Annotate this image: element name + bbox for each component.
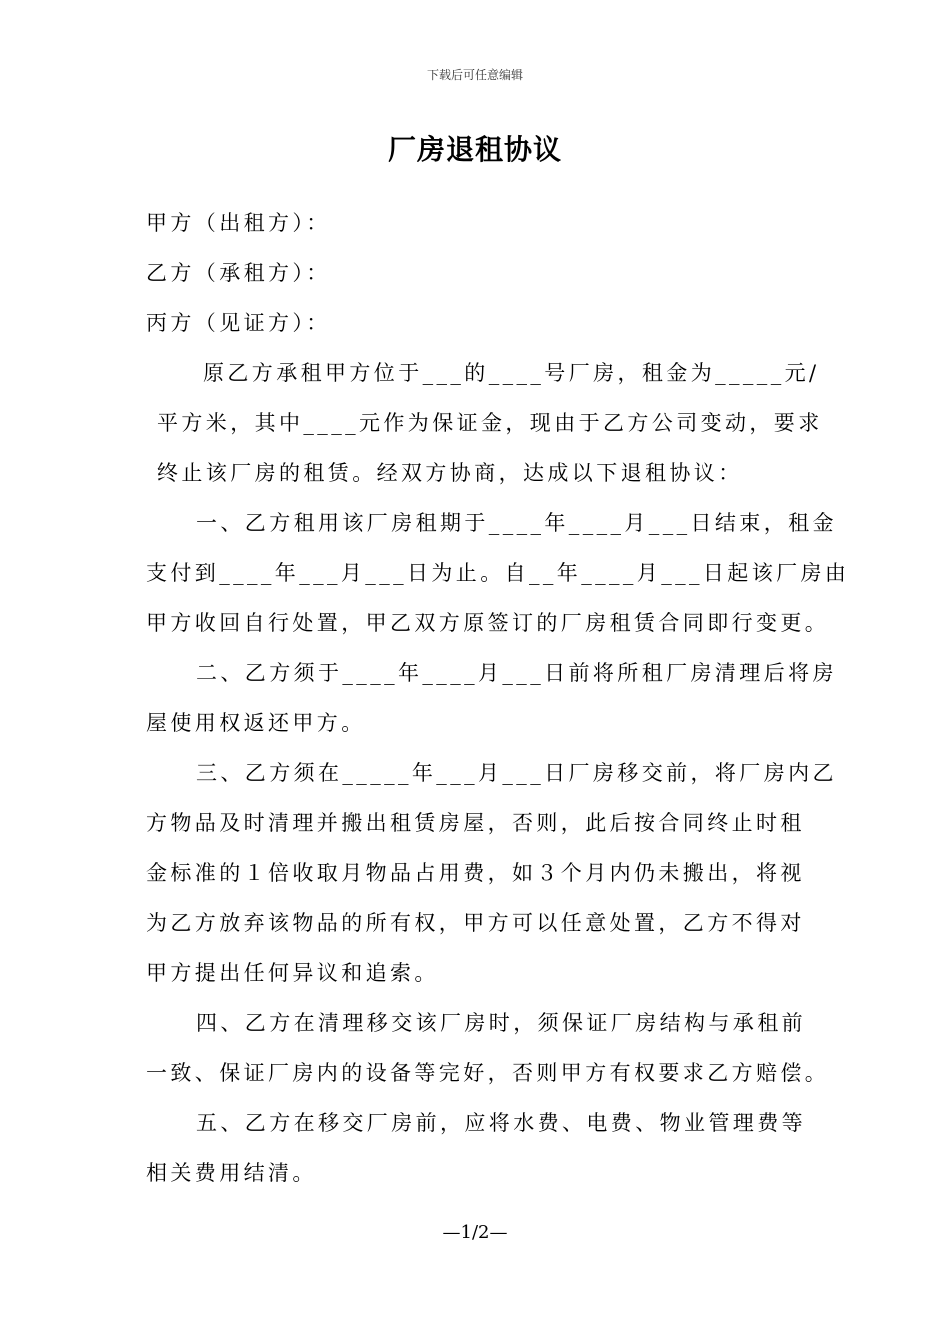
header-note: 下载后可任意编辑 [426, 68, 523, 82]
clause-5-line-1: 五、乙方在移交厂房前，应将水费、电费、物业管理费等 [196, 1111, 806, 1135]
clause-2-line-2: 屋使用权返还甲方。 [146, 711, 366, 735]
clause-2-line-1: 二、乙方须于____年____月___日前将所租厂房清理后将房 [196, 661, 837, 685]
clause-1-line-2: 支付到____年___月___日为止。自__年____月___日起该厂房由 [146, 561, 850, 585]
clause-1-line-3: 甲方收回自行处置，甲乙双方原签订的厂房租赁合同即行变更。 [146, 611, 830, 635]
party-b-line: 乙方（承租方）： [146, 261, 331, 285]
party-a-line: 甲方（出租方）： [146, 211, 331, 235]
party-c-line: 丙方（见证方）： [146, 311, 331, 335]
intro-line-2: 平方米，其中____元作为保证金，现由于乙方公司变动，要求 [157, 411, 823, 435]
clause-5-line-2: 相关费用结清。 [146, 1161, 317, 1185]
clause-4-line-2: 一致、保证厂房内的设备等完好，否则甲方有权要求乙方赔偿。 [146, 1061, 830, 1085]
clause-3-line-5: 甲方提出任何异议和追索。 [146, 961, 439, 985]
page-number: —1/2— [442, 1222, 508, 1243]
intro-line-1: 原乙方承租甲方位于___的____号厂房，租金为_____元/ [203, 361, 820, 385]
clause-3-line-2: 方物品及时清理并搬出租赁房屋，否则，此后按合同终止时租 [146, 811, 805, 835]
document-title: 厂房退租协议 [387, 133, 562, 166]
clause-3-line-3: 金标准的１倍收取月物品占用费，如３个月内仍未搬出，将视 [146, 861, 805, 885]
clause-1-line-1: 一、乙方租用该厂房租期于____年____月___日结束，租金 [196, 511, 837, 535]
clause-3-line-1: 三、乙方须在_____年___月___日厂房移交前，将厂房内乙 [196, 761, 837, 785]
intro-line-3: 终止该厂房的租赁。经双方协商，达成以下退租协议： [157, 461, 743, 485]
clause-3-line-4: 为乙方放弃该物品的所有权，甲方可以任意处置，乙方不得对 [146, 911, 805, 935]
clause-4-line-1: 四、乙方在清理移交该厂房时，须保证厂房结构与承租前 [196, 1011, 806, 1035]
